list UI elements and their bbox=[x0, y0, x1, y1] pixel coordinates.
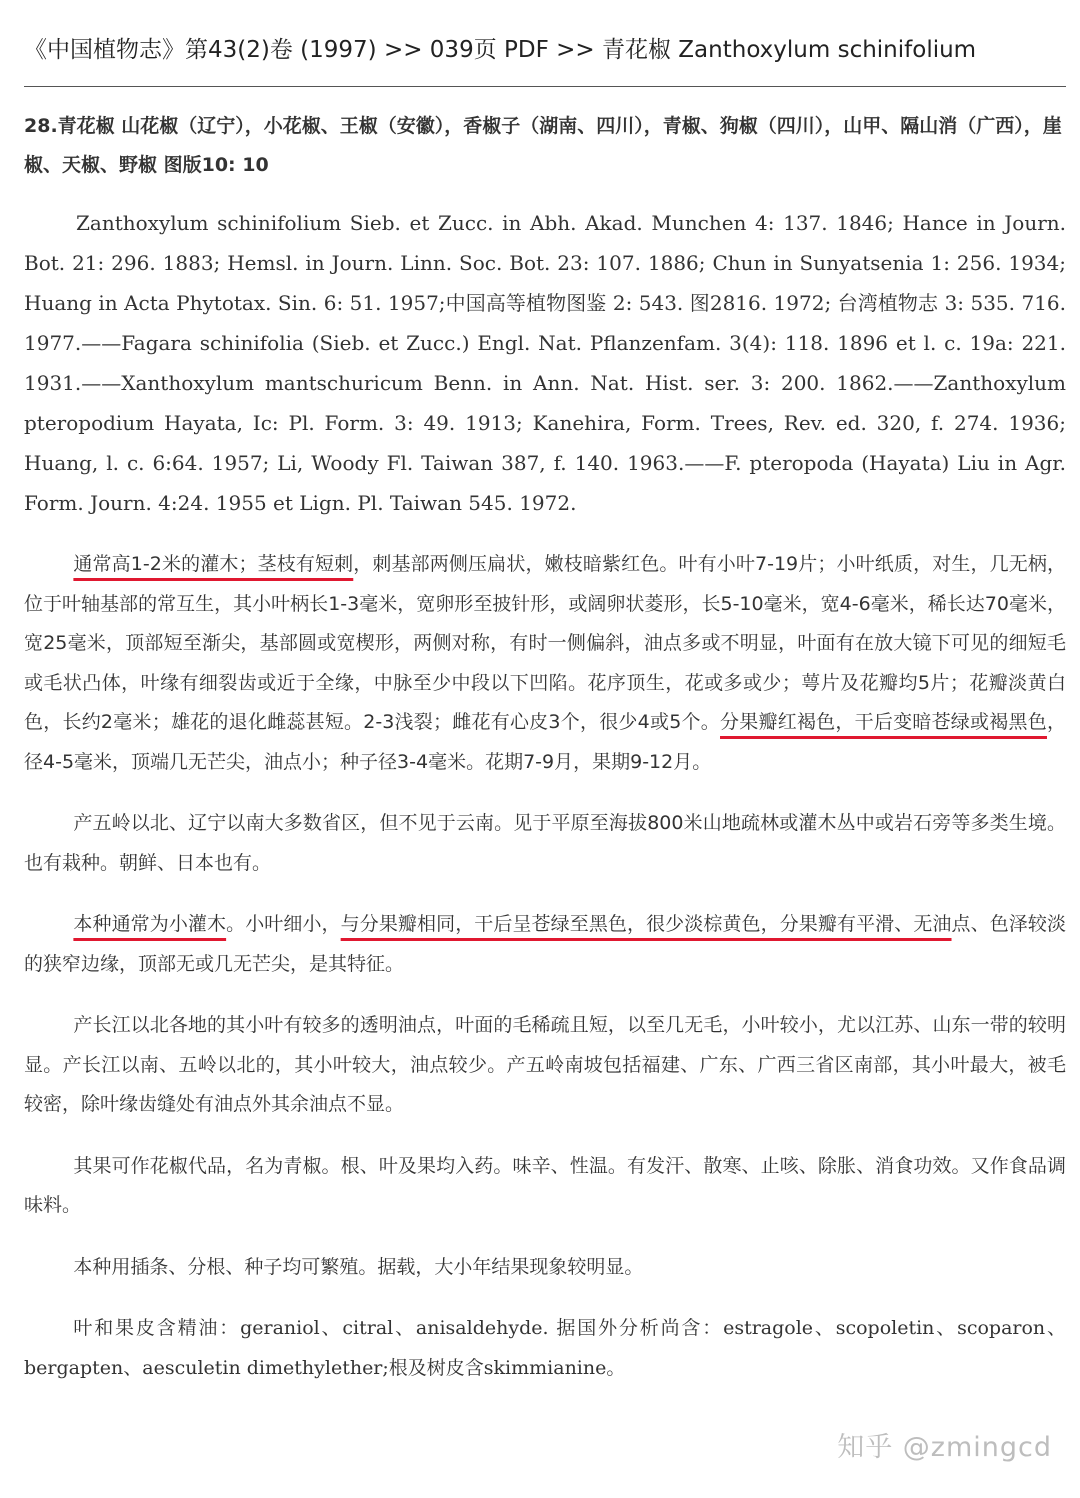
watermark: 知乎 @zmingcd bbox=[837, 1432, 1052, 1463]
notes-text: 。小叶细小， bbox=[226, 913, 341, 935]
highlight-underline: 本种通常为小灌木 bbox=[73, 913, 227, 935]
highlight-underline: 与分果瓣相同，干后呈苍绿至黑色，很少淡棕黄色，分果瓣有平滑、无油 bbox=[340, 913, 952, 935]
uses-paragraph: 其果可作花椒代品，名为青椒。根、叶及果均入药。味辛、性温。有发汗、散寒、止咳、除胀、消食功效。又作食品调味料。 bbox=[24, 1154, 1066, 1216]
page-header: 《中国植物志》第43(2)卷 (1997) >> 039页 PDF >> 青花椒 Zanthoxylum schinifolium bbox=[24, 37, 977, 63]
variation-paragraph: 产长江以北各地的其小叶有较多的透明油点，叶面的毛稀疏且短，以至几无毛，小叶较小，尤以江苏、山东一带的较明显。产长江以南、五岭以北的，其小叶较大，油点较少。产五岭南坡包括福建、广东、广西三省区南部，其小叶最大，被毛较密，除叶缘齿缝处有油点外其余油点不显。 bbox=[24, 1014, 1066, 1115]
notes-text: 点、色泽较淡的狭窄边缘，顶部无或几无芒尖，是其特征。 bbox=[24, 913, 1066, 975]
notes-paragraph bbox=[24, 905, 1066, 984]
description-paragraph bbox=[24, 545, 1066, 782]
description-text: ，刺基部两侧压扁状，嫩枝暗紫红色。叶有小叶7-19片；小叶纸质，对生，几无柄，位于叶轴基部的常互生，其小叶柄长1-3毫米，宽卵形至披针形，或阔卵状菱形，长5-10毫米，宽4-6毫米，稀长达70毫米，宽25毫米，顶部短至渐尖，基部圆或宽楔形，两侧对称，有时一侧偏斜，油点多或不明显，叶面有在放大镜下可见的细短毛或毛状凸体，叶缘有细裂齿或近于全缘，中脉至少中段以下凹陷。花序顶生，花或多或少；萼片及花瓣均5片；花瓣淡黄白色，长约2毫米；雄花的退化雌蕊甚短。2-3浅裂；雌花有心皮3个，很少4或5个。 bbox=[24, 553, 1066, 733]
references-paragraph: Zanthoxylum schinifolium Sieb. et Zucc. in Abh. Akad. Munchen 4: 137. 1846; Hance in Journ. Bot. 21: 296. 1883; Hemsl. in Journ. Linn. Soc. Bot. 23: 107. 1886; Chun in Sunyatsenia 1: 256. 1934; Huang in Acta Phytotax. Sin. 6: 51. 1957;中国高等植物图鉴 2: 543. 图2816. 1972; 台湾植物志 3: 535. 716. 1977.——Fagara schinifolia (Sieb. et Zucc.) Engl. Nat. Pflanzenfam. 3(4): 118. 1896 et l. c. 19a: 221. 1931.——Xanthoxylum mantschuricum Benn. in Ann. Nat. Hist. ser. 3: 200. 1862.——Zanthoxylum pteropodium Hayata, Ic: Pl. Form. 3: 49. 1913; Kanehira, Form. Trees, Rev. ed. 320, f. 274. 1936; Huang, l. c. 6:64. 1957; Li, Woody Fl. Taiwan 387, f. 140. 1963.——F. pteropoda (Hayata) Liu in Agr. Form. Journ. 4:24. 1955 et Lign. Pl. Taiwan 545. 1972. bbox=[24, 211, 1066, 515]
distribution-paragraph: 产五岭以北、辽宁以南大多数省区，但不见于云南。见于平原至海拔800米山地疏林或灌木丛中或岩石旁等多类生境。也有栽种。朝鲜、日本也有。 bbox=[24, 812, 1066, 874]
entry-title: 28.青花椒 山花椒（辽宁），小花椒、王椒（安徽），香椒子（湖南、四川），青椒、狗椒（四川），山甲、隔山消（广西），崖椒、天椒、野椒 图版10: 10 bbox=[24, 115, 1062, 176]
description-text: ，径4-5毫米，顶端几无芒尖，油点小；种子径3-4毫米。花期7-9月，果期9-12月。 bbox=[24, 711, 1066, 773]
propagation-paragraph: 本种用插条、分根、种子均可繁殖。据载，大小年结果现象较明显。 bbox=[73, 1255, 644, 1278]
essential-oil-paragraph: 叶和果皮含精油：geraniol、citral、anisaldehyde. 据国外分析尚含：estragole、scopoletin、scoparon、bergapten、aesculetin dimethylether;根及树皮含skimmianine。 bbox=[24, 1317, 1066, 1379]
header-divider bbox=[24, 86, 1066, 87]
highlight-underline: 通常高1-2米的灌木；茎枝有短刺 bbox=[73, 553, 354, 575]
highlight-underline: 分果瓣红褐色，干后变暗苍绿或褐黑色 bbox=[720, 711, 1047, 733]
